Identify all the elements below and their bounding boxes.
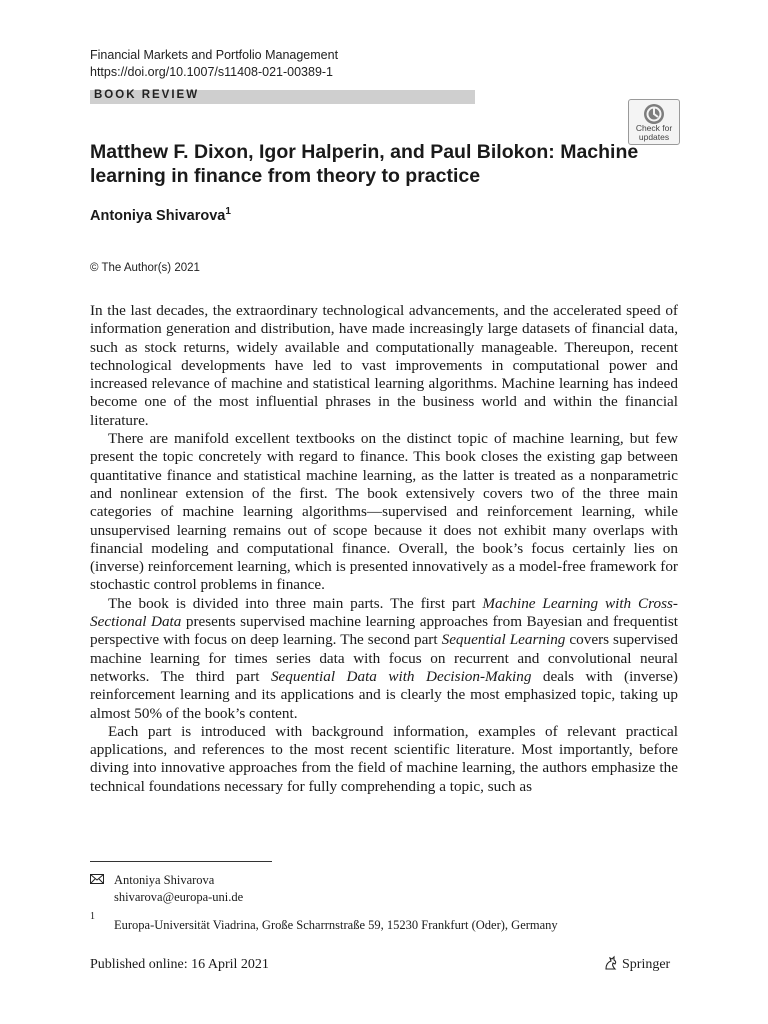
- article-body: [90, 302, 678, 796]
- publisher-name: Springer: [622, 957, 671, 972]
- check-updates-icon: [643, 103, 665, 125]
- section-band: [90, 90, 475, 104]
- journal-header: [90, 47, 338, 81]
- doi-link[interactable]: https://doi.org/10.1007/s11408-021-00389-1: [90, 65, 334, 79]
- body-paragraph-1: In the last decades, the extraordinary technological advancements, and the accelerated speed of information generation and distribution, have made increasingly large datasets of financial data, such as stock returns, widely available and computationally manageable. Thereupon, recent technological developments have led to vast improvements in computational power and increased relevance of machine and statistical learning algorithms. Machine learning has indeed become one of the most influential phrases in the business world and within the financial literature.: [90, 302, 678, 429]
- p3-text-1: The book is divided into three main parts. The first part: [108, 594, 483, 612]
- affiliation-text: Europa-Universität Viadrina, Große Scharrnstraße 59, 15230 Frankfurt (Oder), Germany: [114, 918, 558, 932]
- article-title: Matthew F. Dixon, Igor Halperin, and Paul Bilokon: Machine learning in finance from theory to practice: [90, 141, 639, 187]
- contact-email[interactable]: shivarova@europa-uni.de: [114, 890, 244, 904]
- footnote-divider: [90, 861, 272, 862]
- body-paragraph-4: Each part is introduced with background information, examples of relevant practical applications, and references to the most recent scientific literature. Most importantly, before diving into innovative approaches from the field of machine learning, the authors emphasize the technical foundations necessary for fully comprehending a topic, such as: [90, 722, 678, 795]
- p3-text-4: deals with (inverse) reinforcement learning and its applications and is clearly the most emphasized topic, taking up almost 50% of the book’s content.: [90, 667, 678, 722]
- publisher-logo: [603, 955, 670, 973]
- body-paragraph-2: There are manifold excellent textbooks on the distinct topic of machine learning, but few present the topic concretely with regard to finance. This book closes the existing gap between quantitative finance and statistical machine learning, as the latter is treated as a nonparametric and nonlinear extension of the first. The book extensively covers two of the three main categories of machine learning algorithms—supervised and reinforcement learning, while unsupervised learning remains out of scope because it does not exhibit many overlaps with financial modeling and computational finance. Overall, the book’s focus certainly lies on (inverse) reinforcement learning, which is presented innovatively as a model-free framework for stochastic control problems in finance.: [90, 430, 678, 594]
- section-label: BOOK REVIEW: [94, 89, 200, 101]
- author-name: Antoniya Shivarova: [90, 207, 226, 224]
- springer-horse-icon: [603, 955, 619, 971]
- p3-text-3: covers supervised machine learning for times series data with focus on recurrent and convolutional neural networks. The third part: [90, 631, 678, 685]
- author-line: [90, 206, 231, 224]
- part2-title: Sequential Learning: [441, 631, 566, 649]
- check-updates-line2: updates: [638, 132, 670, 142]
- check-for-updates-badge[interactable]: [628, 99, 680, 145]
- part1-title: Machine Learning with Cross-Sectional Data: [90, 594, 678, 631]
- envelope-icon: [90, 874, 104, 884]
- published-date: Published online: 16 April 2021: [90, 957, 269, 972]
- journal-name: Financial Markets and Portfolio Management: [90, 48, 339, 62]
- p3-text-2: presents supervised machine learning approaches from Bayesian and frequentist perspective with focus on deep learning. The second part: [90, 613, 678, 649]
- part3-title: Sequential Data with Decision-Making: [270, 667, 532, 685]
- copyright-notice: © The Author(s) 2021: [90, 262, 200, 274]
- contact-name: Antoniya Shivarova: [114, 873, 215, 887]
- check-updates-line1: Check for: [635, 123, 673, 133]
- author-affiliation-mark: 1: [225, 206, 231, 217]
- affiliation-number: 1: [90, 911, 95, 922]
- body-paragraph-3: [90, 595, 678, 723]
